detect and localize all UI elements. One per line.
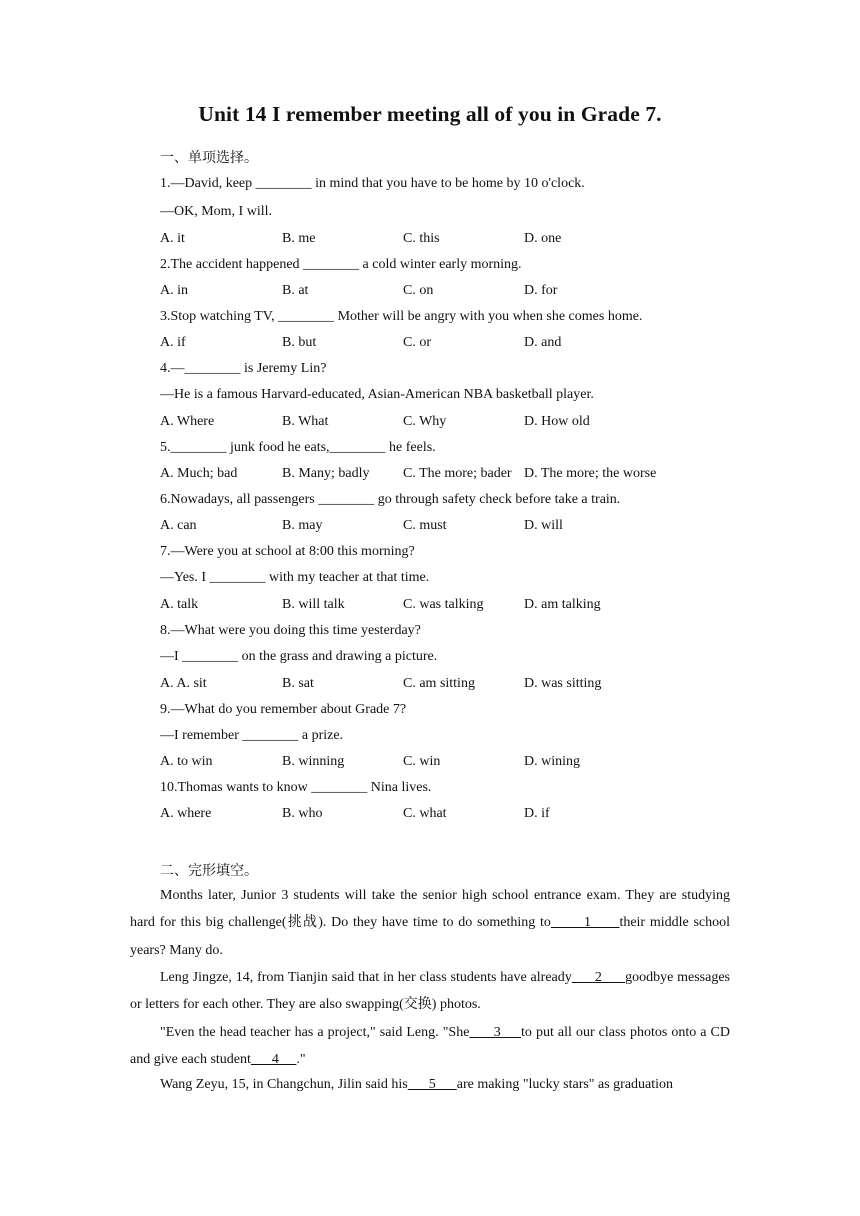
option-a: A. if: [160, 335, 186, 350]
cloze-paragraph-1: [130, 882, 730, 964]
question-5-stem: 5.________ junk food he eats,________ he feels.: [160, 440, 436, 455]
section-heading-multiple-choice: 一、单项选择。: [160, 151, 258, 166]
cloze-blank-2: 2: [571, 970, 626, 985]
option-b: B. What: [282, 414, 329, 429]
cloze-paragraph-4: [130, 1071, 730, 1098]
option-a: A. to win: [160, 754, 213, 769]
paragraph-text: to put all our class photos onto a CD and give each student: [130, 1025, 730, 1068]
option-d: D. one: [524, 231, 562, 246]
option-a: A. Where: [160, 414, 215, 429]
option-b: B. me: [282, 231, 316, 246]
question-8-stem: 8.—What were you doing this time yesterday?: [160, 623, 421, 638]
question-5-options: [160, 466, 720, 486]
question-1-stem: 1.—David, keep ________ in mind that you have to be home by 10 o'clock.: [160, 176, 585, 191]
option-b: B. but: [282, 335, 317, 350]
option-b: B. may: [282, 518, 323, 533]
question-4-reply: —He is a famous Harvard-educated, Asian-American NBA basketball player.: [160, 387, 594, 402]
question-8-reply: —I ________ on the grass and drawing a picture.: [160, 649, 438, 664]
option-a: A. in: [160, 283, 188, 298]
option-d: D. wining: [524, 754, 580, 769]
option-c: C. was talking: [403, 597, 484, 612]
option-b: B. sat: [282, 676, 314, 691]
question-4-stem: 4.—________ is Jeremy Lin?: [160, 361, 327, 376]
paragraph-text: Wang Zeyu, 15, in Changchun, Jilin said his: [160, 1077, 408, 1092]
option-a: A. talk: [160, 597, 199, 612]
option-c: C. The more; bader: [403, 466, 512, 481]
option-d: D. How old: [524, 414, 590, 429]
paragraph-text: Leng Jingze, 14, from Tianjin said that in her class students have already: [160, 970, 572, 985]
question-7-options: [160, 597, 720, 617]
cloze-paragraph-3: [130, 1019, 730, 1074]
option-b: B. who: [282, 806, 323, 821]
option-c: C. this: [403, 231, 440, 246]
option-c: C. am sitting: [403, 676, 475, 691]
option-d: D. if: [524, 806, 550, 821]
question-1-reply: —OK, Mom, I will.: [160, 204, 272, 219]
cloze-blank-1: 1: [550, 915, 620, 931]
question-3-stem: 3.Stop watching TV, ________ Mother will be angry with you when she comes home.: [160, 309, 643, 324]
section-heading-cloze: 二、完形填空。: [160, 864, 258, 879]
cloze-paragraph-2: [130, 964, 730, 1019]
page-title: Unit 14 I remember meeting all of you in Grade 7.: [198, 102, 662, 126]
option-c: C. Why: [403, 414, 447, 429]
option-d: D. The more; the worse: [524, 466, 657, 481]
option-a: A. Much; bad: [160, 466, 238, 481]
option-c: C. must: [403, 518, 447, 533]
paragraph-text: "Even the head teacher has a project," said Leng. "She: [160, 1025, 470, 1040]
paragraph-text: their middle school years? Many do.: [130, 915, 730, 958]
option-d: D. am talking: [524, 597, 601, 612]
question-4-options: [160, 414, 720, 434]
option-c: C. on: [403, 283, 434, 298]
option-a: A. can: [160, 518, 197, 533]
question-6-stem: 6.Nowadays, all passengers ________ go through safety check before take a train.: [160, 492, 621, 507]
option-c: C. or: [403, 335, 431, 350]
paragraph-text: .": [296, 1052, 306, 1068]
question-7-stem: 7.—Were you at school at 8:00 this morning?: [160, 544, 415, 559]
question-7-reply: —Yes. I ________ with my teacher at that time.: [160, 570, 430, 585]
question-2-stem: 2.The accident happened ________ a cold winter early morning.: [160, 257, 522, 272]
question-9-options: [160, 754, 720, 774]
question-10-options: [160, 806, 720, 826]
option-d: D. and: [524, 335, 562, 350]
question-6-options: [160, 518, 720, 538]
option-b: B. winning: [282, 754, 345, 769]
option-b: B. Many; badly: [282, 466, 370, 481]
option-c: C. win: [403, 754, 441, 769]
option-a: A. it: [160, 231, 185, 246]
question-10-stem: 10.Thomas wants to know ________ Nina lives.: [160, 780, 432, 795]
question-9-stem: 9.—What do you remember about Grade 7?: [160, 702, 407, 717]
option-c: C. what: [403, 806, 447, 821]
option-a: A. A. sit: [160, 676, 207, 691]
cloze-blank-5: 5: [407, 1077, 457, 1092]
option-a: A. where: [160, 806, 212, 821]
option-d: D. was sitting: [524, 676, 602, 691]
question-1-options: [160, 231, 720, 251]
question-9-reply: —I remember ________ a prize.: [160, 728, 344, 743]
option-d: D. will: [524, 518, 563, 533]
paragraph-text: Months later, Junior 3 students will take the senior high school entrance exam. They are studying hard for this big challenge(挑战). Do they have time to do something to: [130, 888, 730, 931]
cloze-blank-4: 4: [250, 1052, 297, 1068]
option-d: D. for: [524, 283, 558, 298]
paragraph-text: are making "lucky stars" as graduation: [456, 1077, 674, 1092]
question-2-options: [160, 283, 720, 303]
cloze-blank-3: 3: [469, 1025, 522, 1040]
option-b: B. at: [282, 283, 309, 298]
question-3-options: [160, 335, 720, 355]
paragraph-text: goodbye messages or letters for each other. They are also swapping(交换) photos.: [130, 970, 731, 1013]
option-b: B. will talk: [282, 597, 345, 612]
question-8-options: [160, 676, 720, 696]
